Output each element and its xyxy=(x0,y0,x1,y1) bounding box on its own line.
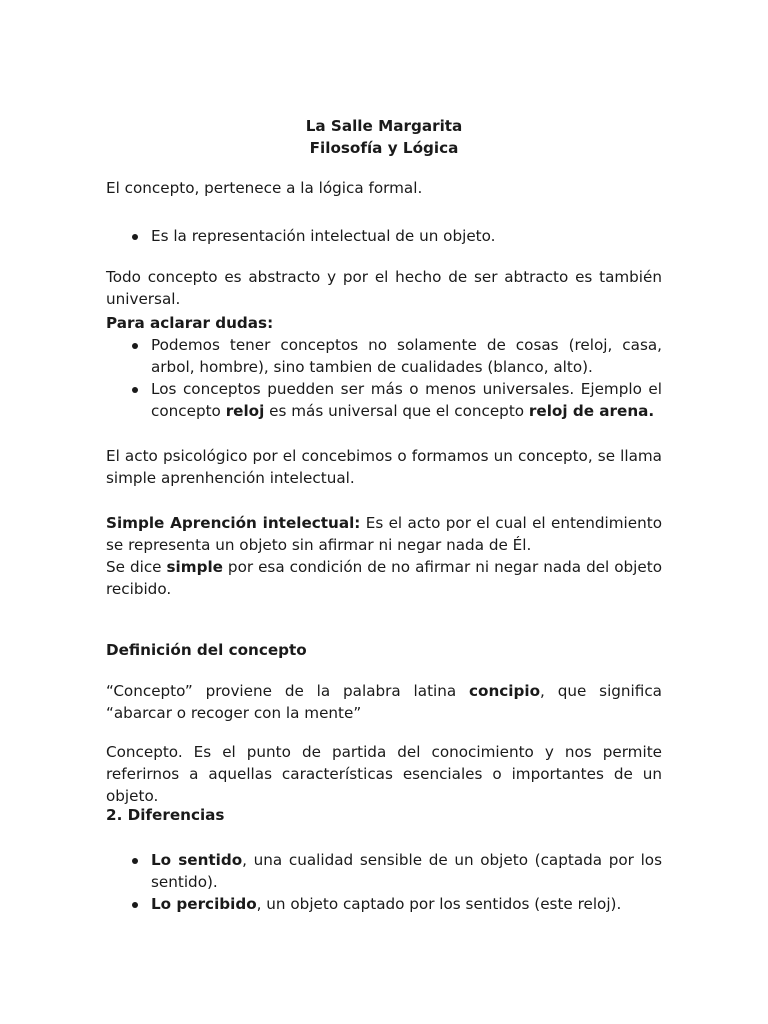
bold-term: Lo percibido xyxy=(151,895,257,913)
differences-list xyxy=(106,849,662,915)
intro-paragraph: El concepto, pertenece a la lógica formal. xyxy=(106,179,423,197)
etymology-paragraph xyxy=(106,680,662,724)
simple-definition-text: Es el acto por el cual el entendimiento se representa un objeto sin afirmar ni negar nada de Él. xyxy=(106,514,662,554)
bullet-text: , un objeto captado por los sentidos (este reloj). xyxy=(256,895,622,913)
list-item xyxy=(106,893,662,915)
concept-paragraph: Concepto. Es el punto de partida del conocimiento y nos permite referirnos a aquellas características esenciales o importantes de un objeto. xyxy=(106,743,662,805)
subject-title: Filosofía y Lógica xyxy=(309,139,459,157)
differences-heading: 2. Diferencias xyxy=(106,806,225,824)
school-name: La Salle Margarita xyxy=(305,117,463,135)
bold-term: concipio xyxy=(469,682,541,700)
list-item xyxy=(106,378,662,422)
bullet-text: es más universal que el concepto xyxy=(264,402,529,420)
section-heading xyxy=(106,639,662,661)
simple-text: Se dice xyxy=(106,558,167,576)
doubts-list xyxy=(106,334,662,422)
list-item: Podemos tener conceptos no solamente de cosas (reloj, casa, arbol, hombre), sino tambien de cualidades (blanco, alto). xyxy=(106,334,662,378)
doubts-heading xyxy=(106,312,662,334)
intro-list xyxy=(106,225,662,247)
simple-definition-paragraph xyxy=(106,512,662,600)
list-item xyxy=(106,849,662,893)
bullet-text: , una cualidad sensible de un objeto (captada por los sentido). xyxy=(151,851,662,891)
etymology-text: “Concepto” proviene de la palabra latina xyxy=(106,682,470,700)
abstract-paragraph: Todo concepto es abstracto y por el hecho de ser abtracto es también universal. xyxy=(106,268,662,308)
bullet-text: Los conceptos puedden ser más o menos universales. Ejemplo el concepto xyxy=(151,380,662,420)
list-item: Es la representación intelectual de un objeto. xyxy=(106,225,662,247)
bold-term: Lo sentido xyxy=(151,851,243,869)
bold-term: simple xyxy=(166,558,223,576)
definition-heading: Definición del concepto xyxy=(106,641,307,659)
bold-term: reloj xyxy=(225,402,265,420)
document-header xyxy=(106,115,662,159)
etymology-text: , que significa “abarcar o recoger con la mente” xyxy=(106,682,662,722)
simple-text: por esa condición de no afirmar ni negar nada del objeto recibido. xyxy=(106,558,662,598)
section-heading xyxy=(106,804,662,826)
psych-paragraph: El acto psicológico por el concebimos o formamos un concepto, se llama simple aprenhención intelectual. xyxy=(106,447,662,487)
doubts-heading-text: Para aclarar dudas: xyxy=(106,314,274,332)
simple-term: Simple Aprención intelectual: xyxy=(106,514,361,532)
bold-term: reloj de arena. xyxy=(528,402,655,420)
